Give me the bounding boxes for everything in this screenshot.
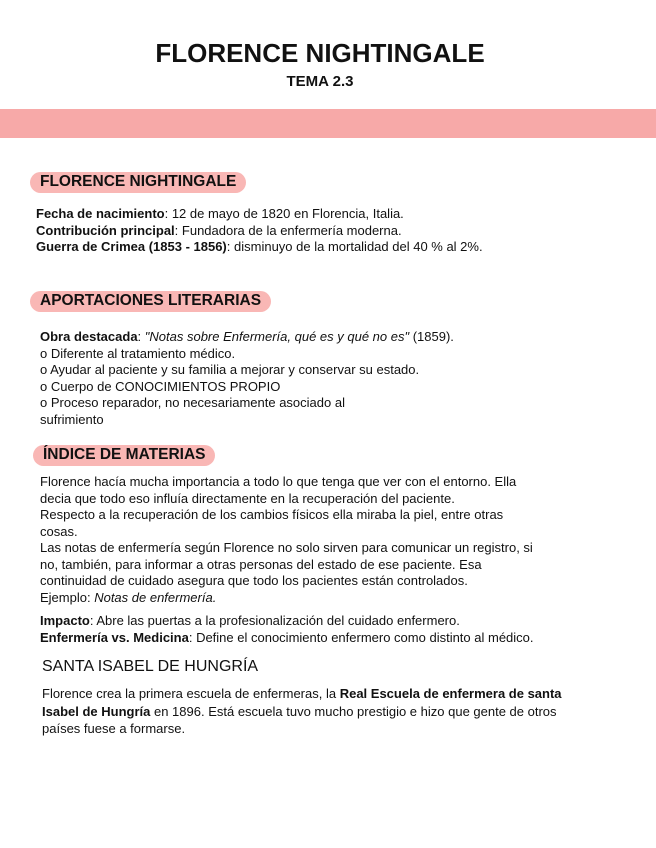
list-item: o Cuerpo de CONOCIMIENTOS PROPIO: [40, 378, 281, 394]
birth-label: Fecha de nacimiento: [36, 206, 165, 221]
paragraph-line: cosas.: [40, 523, 78, 539]
section-heading-literary: APORTACIONES LITERARIAS: [30, 291, 271, 312]
work-label: Obra destacada: [40, 329, 138, 344]
school-intro: Florence crea la primera escuela de enfermeras, la: [42, 686, 340, 701]
example-label: Ejemplo:: [40, 589, 95, 605]
list-item: o Diferente al tratamiento médico.: [40, 345, 236, 361]
war-value: : disminuyo de la mortalidad del 40 % al 2%.: [226, 239, 483, 254]
nursing-line: [40, 629, 640, 646]
bio-block: [36, 206, 636, 256]
nursing-label: Enfermería vs. Medicina: [40, 630, 189, 645]
header-band: [0, 109, 656, 138]
impact-label: Impacto: [40, 613, 90, 628]
section-heading-index: ÍNDICE DE MATERIAS: [33, 445, 215, 466]
school-name-1: Real Escuela de enfermera de santa: [339, 686, 562, 701]
work-line: [40, 329, 630, 346]
nursing-value: : Define el conocimiento enfermero como distinto al médico.: [188, 630, 534, 645]
paragraph-line: decia que todo eso influía directamente en la recuperación del paciente.: [40, 490, 455, 506]
contribution-value: : Fundadora de la enfermería moderna.: [174, 222, 402, 238]
paragraph-line: no, también, para informar a otras personas del estado de ese paciente. Esa: [40, 556, 482, 572]
work-sep: :: [137, 329, 145, 344]
list-item: o Proceso reparador, no necesariamente asociado al: [40, 395, 345, 410]
birth-line: [36, 206, 636, 223]
literary-block: [40, 329, 630, 428]
war-line: [36, 239, 636, 256]
example-value: Notas de enfermería.: [94, 589, 217, 605]
paragraph-line: Respecto a la recuperación de los cambios físicos ella miraba la piel, entre otras: [40, 507, 504, 522]
paragraph-line: Las notas de enfermería según Florence no solo sirven para comunicar un registro, si: [40, 540, 533, 555]
section-heading-santa-isabel: SANTA ISABEL DE HUNGRÍA: [42, 658, 259, 675]
school-detail: en 1896. Está escuela tuvo mucho prestigio e hizo que gente de otros: [150, 703, 557, 719]
document-title: FLORENCE NIGHTINGALE: [155, 38, 485, 68]
work-year: (1859).: [409, 329, 454, 344]
example-line: [40, 590, 640, 607]
school-line-3: países fuese a formarse.: [42, 721, 186, 736]
section-heading-bio: FLORENCE NIGHTINGALE: [30, 172, 246, 193]
impact-line: [40, 612, 640, 629]
birth-value: : 12 de mayo de 1820 en Florencia, Italia.: [164, 206, 404, 221]
war-label: Guerra de Crimea (1853 - 1856): [36, 239, 227, 254]
list-item: o Ayudar al paciente y su familia a mejorar y conservar su estado.: [40, 362, 420, 377]
index-block: [40, 474, 640, 606]
school-line-2: [42, 703, 642, 721]
santa-isabel-block: [42, 685, 642, 738]
school-line-1: [42, 685, 642, 703]
work-title: "Notas sobre Enfermería, qué es y qué no es": [144, 329, 410, 344]
impact-block: [40, 612, 640, 646]
list-item: sufrimiento: [40, 411, 104, 427]
paragraph-line: Florence hacía mucha importancia a todo lo que tenga que ver con el entorno. Ella: [40, 474, 517, 489]
contribution-label: Contribución principal: [36, 222, 175, 238]
impact-value: : Abre las puertas a la profesionalización del cuidado enfermero.: [89, 613, 460, 628]
document-subtitle: TEMA 2.3: [286, 73, 354, 90]
school-name-2: Isabel de Hungría: [42, 703, 151, 719]
contribution-line: [36, 223, 636, 240]
paragraph-line: continuidad de cuidado asegura que todo los pacientes están controlados.: [40, 573, 468, 588]
